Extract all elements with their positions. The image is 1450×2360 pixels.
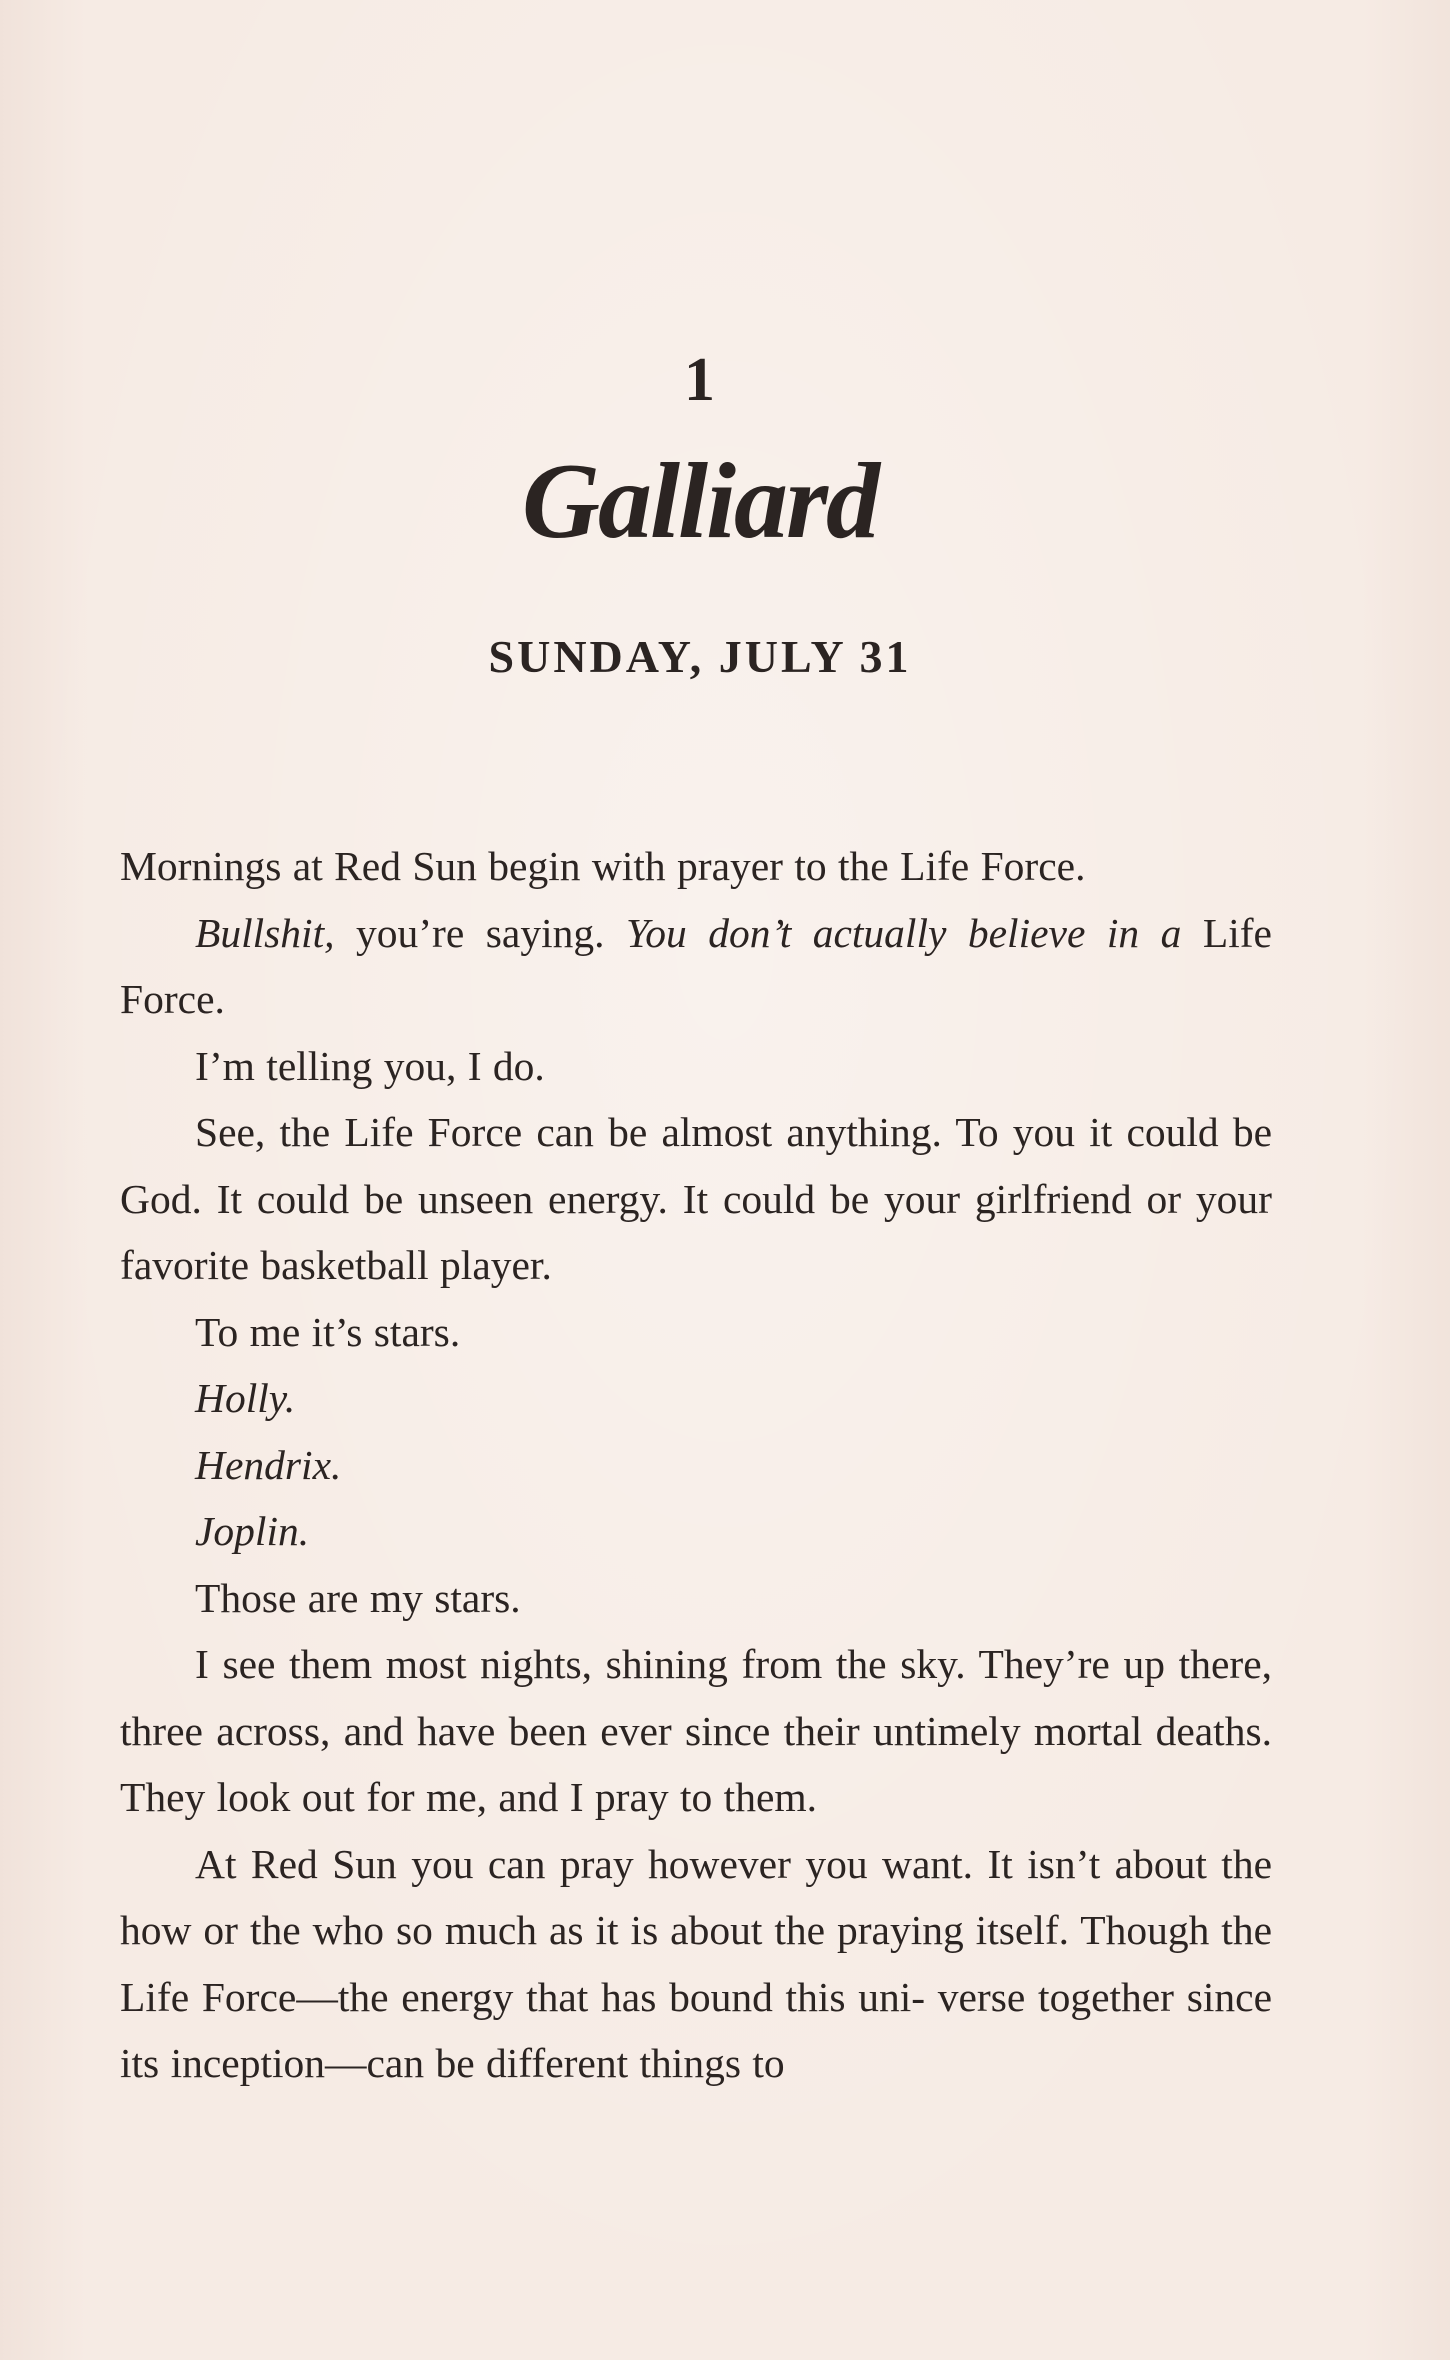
paragraph bbox=[120, 900, 1272, 1033]
body-text bbox=[120, 833, 1272, 2097]
chapter-date: SUNDAY, JULY 31 bbox=[488, 631, 912, 682]
paragraph bbox=[120, 1831, 1272, 2097]
text-run: At Red Sun you can pray however you want. It isn’t about the how or the who so much as it is about the praying itself. Though the Life Force—the energy that has bound this uni- verse together since its inception—can be different things to bbox=[120, 1840, 1272, 2086]
italic-text: Hendrix. bbox=[195, 1441, 342, 1488]
chapter-number: 1 bbox=[684, 346, 716, 414]
text-run: See, the Life Force can be almost anything. To you it could be God. It could be unseen energy. It could be your girlfriend or your favorite basketball player. bbox=[120, 1109, 1272, 1288]
text-run: Life Force. bbox=[120, 909, 1272, 1022]
paragraph bbox=[120, 1498, 1272, 1565]
text-run: I see them most nights, shining from the sky. They’re up there, three across, and have been ever since their untimely mortal deaths. They look out for me, and I pray to them. bbox=[120, 1641, 1272, 1820]
paragraph bbox=[120, 1299, 1272, 1366]
paragraph bbox=[120, 1565, 1272, 1632]
paragraph bbox=[120, 1365, 1272, 1432]
paragraph bbox=[120, 1099, 1272, 1299]
text-run: Mornings at Red Sun begin with prayer to the Life Force. bbox=[120, 843, 1086, 889]
text-run: Those are my stars. bbox=[195, 1574, 521, 1621]
paragraph bbox=[120, 1631, 1272, 1831]
text-run: you’re saying. bbox=[334, 909, 626, 956]
paragraph bbox=[120, 1432, 1272, 1499]
italic-text: Holly. bbox=[195, 1375, 296, 1421]
text-run: I’m telling you, I do. bbox=[195, 1042, 545, 1089]
paragraph bbox=[120, 1033, 1272, 1100]
italic-text: Joplin. bbox=[195, 1508, 310, 1554]
paragraph bbox=[120, 833, 1272, 900]
text-run: To me it’s stars. bbox=[195, 1308, 461, 1355]
chapter-title: Galliard bbox=[521, 442, 879, 561]
italic-text: You don’t actually believe in a bbox=[625, 909, 1182, 956]
italic-text: Bullshit, bbox=[195, 909, 335, 956]
